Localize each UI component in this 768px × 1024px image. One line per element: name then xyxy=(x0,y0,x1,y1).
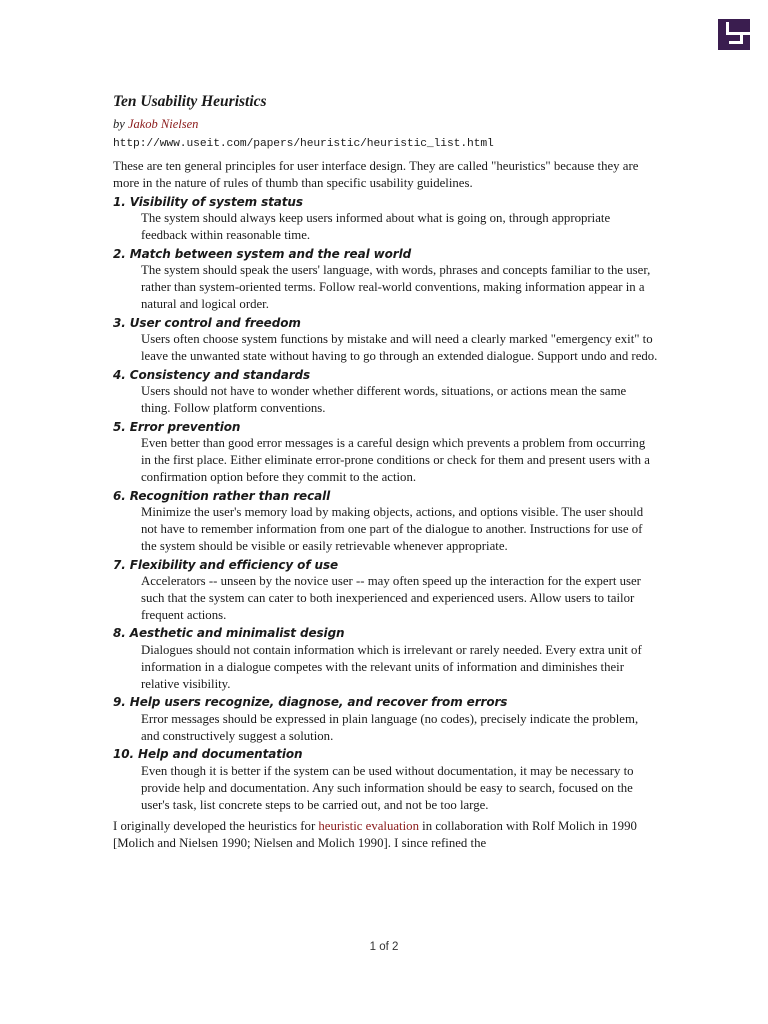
heuristic-item xyxy=(113,419,658,486)
heuristic-item xyxy=(113,746,658,813)
byline-prefix: by xyxy=(113,117,128,131)
heuristic-item xyxy=(113,315,658,365)
heuristic-description: Users often choose system functions by mistake and will need a clearly marked "emergency exit" to leave the unwanted state without having to go through an extended dialogue. Support undo and redo. xyxy=(141,332,658,363)
page-number: 1 of 2 xyxy=(369,941,399,953)
heuristic-description: Even better than good error messages is a careful design which prevents a problem from occurring in the first place. Either eliminate error-prone conditions or check for them and present users with a confirmation option before they commit to the action. xyxy=(141,436,650,484)
heuristic-description: The system should always keep users informed about what is going on, through appropriate feedback within reasonable time. xyxy=(141,211,611,242)
source-url: http://www.useit.com/papers/heuristic/heuristic_list.html xyxy=(113,138,494,150)
heuristic-title: 8. Aesthetic and minimalist design xyxy=(113,626,345,641)
heuristic-title: 4. Consistency and standards xyxy=(113,367,311,382)
heuristic-title: 3. User control and freedom xyxy=(113,315,301,330)
closing-paragraph xyxy=(113,818,658,852)
byline xyxy=(113,115,658,133)
heuristic-title: 6. Recognition rather than recall xyxy=(113,488,331,503)
heuristic-item xyxy=(113,694,658,744)
document-body xyxy=(113,92,658,852)
heuristic-title: 7. Flexibility and efficiency of use xyxy=(113,557,339,572)
heuristic-item xyxy=(113,488,658,555)
heuristic-title: 1. Visibility of system status xyxy=(113,194,303,209)
heuristic-description: The system should speak the users' language, with words, phrases and concepts familiar to the user, rather than system-oriented terms. Follow real-world conventions, making information appear in a natural and logical order. xyxy=(141,263,651,311)
intro-paragraph: These are ten general principles for user interface design. They are called "heuristics" because they are more in the nature of rules of thumb than specific usability guidelines. xyxy=(113,159,639,190)
heuristic-item xyxy=(113,194,658,244)
document-title: Ten Usability Heuristics xyxy=(113,93,267,110)
heuristic-item xyxy=(113,625,658,692)
heuristic-item xyxy=(113,367,658,417)
publisher-logo-icon xyxy=(718,19,750,50)
heuristic-title: 9. Help users recognize, diagnose, and recover from errors xyxy=(113,695,508,710)
heuristic-description: Users should not have to wonder whether different words, situations, or actions mean the same thing. Follow platform conventions. xyxy=(141,384,627,415)
closing-text-start: I originally developed the heuristics for xyxy=(113,819,319,834)
heuristic-description: Minimize the user's memory load by making objects, actions, and options visible. The user should not have to remember information from one part of the dialogue to another. Instructions for use of the system should be visible or easily retrievable whenever appropriate. xyxy=(141,505,644,553)
author-link[interactable]: Jakob Nielsen xyxy=(127,117,199,131)
heuristic-title: 5. Error prevention xyxy=(113,419,241,434)
heuristic-description: Error messages should be expressed in plain language (no codes), precisely indicate the problem, and constructively suggest a solution. xyxy=(141,711,639,743)
heuristic-description: Accelerators -- unseen by the novice user -- may often speed up the interaction for the expert user such that the system can cater to both inexperienced and experienced users. Allow users to tailor frequent actions. xyxy=(141,574,641,622)
heuristics-list xyxy=(113,194,658,814)
heuristic-evaluation-link[interactable]: heuristic evaluation xyxy=(318,819,419,834)
heuristic-description: Dialogues should not contain information which is irrelevant or rarely needed. Every extra unit of information in a dialogue competes with the relevant units of information and diminishes their relative visibility. xyxy=(141,642,642,691)
heuristic-title: 2. Match between system and the real world xyxy=(113,246,412,261)
heuristic-title: 10. Help and documentation xyxy=(113,747,303,762)
heuristic-item xyxy=(113,246,658,313)
heuristic-description: Even though it is better if the system can be used without documentation, it may be necessary to provide help and documentation. Any such information should be easy to search, focused on the user's task, list concrete steps to be carried out, and not be too large. xyxy=(141,763,634,812)
heuristic-item xyxy=(113,557,658,624)
closing-text-end: in collaboration with Rolf Molich in 1990 [Molich and Nielsen 1990; Nielsen and Molich 1990]. I since refined the xyxy=(113,819,637,851)
